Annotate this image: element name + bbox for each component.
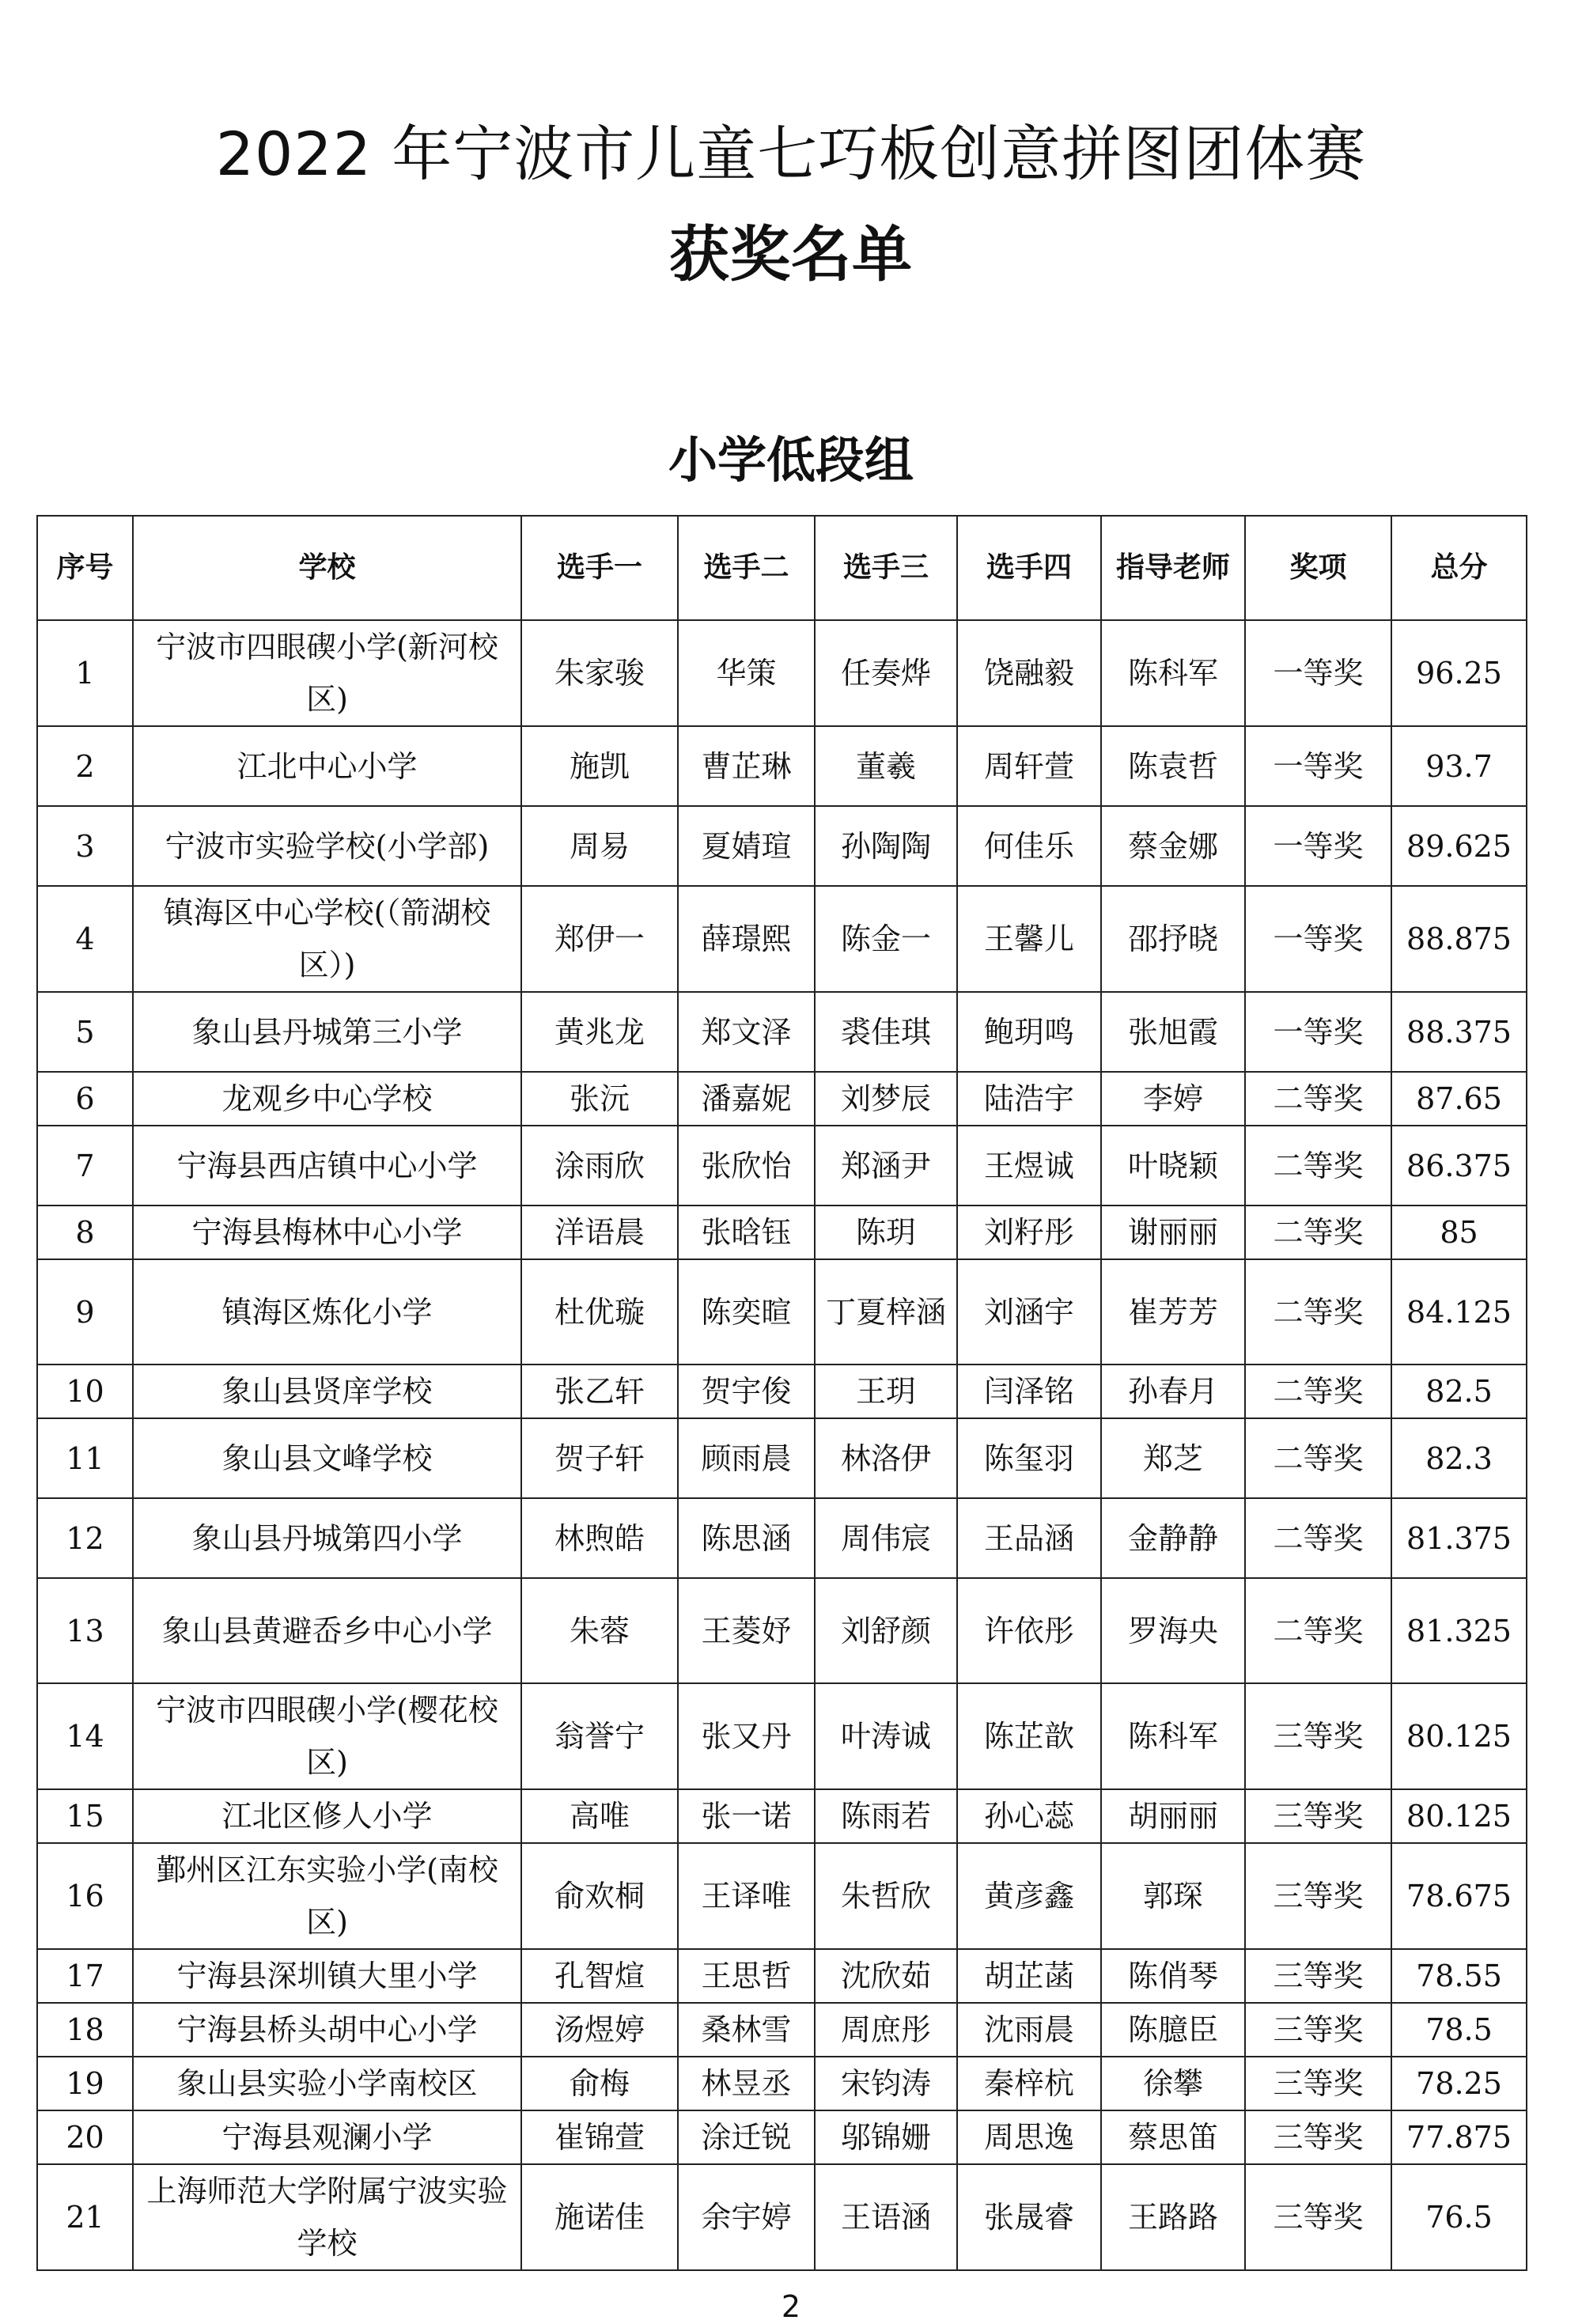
cell-score: 82.5 [1391,1364,1527,1418]
cell-player-4: 何佳乐 [957,806,1101,886]
cell-school: 象山县实验小学南校区 [133,2057,521,2110]
cell-player-3: 陈雨若 [815,1789,957,1843]
cell-player-1: 孔智煊 [521,1949,678,2003]
table-row [37,2110,1527,2164]
cell-player-2: 张晗钰 [678,1206,815,1259]
awards-table [36,515,1527,2271]
cell-player-4: 闫泽铭 [957,1364,1101,1418]
cell-teacher: 叶晓颖 [1101,1126,1245,1206]
cell-player-4: 黄彦鑫 [957,1843,1101,1949]
cell-index: 14 [37,1683,133,1789]
cell-player-1: 施诺佳 [521,2164,678,2270]
cell-player-3: 叶涛诚 [815,1683,957,1789]
cell-player-4: 许依彤 [957,1578,1101,1683]
table-row [37,2057,1527,2110]
cell-index: 15 [37,1789,133,1843]
cell-school: 象山县文峰学校 [133,1418,521,1498]
cell-index: 3 [37,806,133,886]
table-row [37,886,1527,992]
cell-school: 镇海区炼化小学 [133,1259,521,1364]
cell-score: 78.675 [1391,1843,1527,1949]
cell-player-1: 周易 [521,806,678,886]
cell-player-2: 潘嘉妮 [678,1072,815,1126]
cell-teacher: 罗海央 [1101,1578,1245,1683]
cell-player-4: 胡芷菡 [957,1949,1101,2003]
cell-award: 二等奖 [1245,1364,1391,1418]
cell-player-3: 裘佳琪 [815,992,957,1072]
cell-player-3: 孙陶陶 [815,806,957,886]
table-row [37,1843,1527,1949]
cell-player-3: 陈玥 [815,1206,957,1259]
table-row [37,992,1527,1072]
cell-player-1: 贺子轩 [521,1418,678,1498]
cell-score: 86.375 [1391,1126,1527,1206]
table-row [37,1578,1527,1683]
cell-index: 7 [37,1126,133,1206]
cell-index: 19 [37,2057,133,2110]
cell-player-3: 陈金一 [815,886,957,992]
cell-player-1: 俞梅 [521,2057,678,2110]
cell-player-2: 华策 [678,620,815,726]
cell-player-2: 贺宇俊 [678,1364,815,1418]
cell-award: 二等奖 [1245,1578,1391,1683]
cell-player-1: 林煦皓 [521,1498,678,1578]
cell-index: 5 [37,992,133,1072]
cell-school: 象山县丹城第四小学 [133,1498,521,1578]
cell-score: 85 [1391,1206,1527,1259]
cell-teacher: 郑芝 [1101,1418,1245,1498]
cell-school: 象山县贤庠学校 [133,1364,521,1418]
cell-school: 江北中心小学 [133,726,521,806]
cell-award: 三等奖 [1245,2110,1391,2164]
cell-player-3: 周庶彤 [815,2003,957,2057]
cell-score: 81.325 [1391,1578,1527,1683]
cell-teacher: 李婷 [1101,1072,1245,1126]
cell-player-4: 王品涵 [957,1498,1101,1578]
cell-teacher: 徐攀 [1101,2057,1245,2110]
cell-player-1: 崔锦萱 [521,2110,678,2164]
cell-player-3: 林洛伊 [815,1418,957,1498]
cell-player-3: 丁夏梓涵 [815,1259,957,1364]
cell-teacher: 王路路 [1101,2164,1245,2270]
cell-index: 20 [37,2110,133,2164]
cell-player-1: 杜优璇 [521,1259,678,1364]
cell-player-1: 朱家骏 [521,620,678,726]
header-cell: 选手三 [815,516,957,620]
table-body [37,620,1527,2270]
cell-teacher: 谢丽丽 [1101,1206,1245,1259]
cell-index: 11 [37,1418,133,1498]
cell-teacher: 邵抒晓 [1101,886,1245,992]
table-row [37,1364,1527,1418]
header-cell: 序号 [37,516,133,620]
cell-player-2: 夏婧瑄 [678,806,815,886]
cell-score: 81.375 [1391,1498,1527,1578]
cell-award: 三等奖 [1245,1683,1391,1789]
cell-teacher: 陈臆臣 [1101,2003,1245,2057]
cell-player-2: 王菱妤 [678,1578,815,1683]
cell-player-3: 董羲 [815,726,957,806]
cell-school: 龙观乡中心学校 [133,1072,521,1126]
cell-player-2: 余宇婷 [678,2164,815,2270]
table-row [37,1418,1527,1498]
cell-school: 宁波市四眼碶小学(樱花校区) [133,1683,521,1789]
header-cell: 选手二 [678,516,815,620]
cell-school: 镇海区中心学校(（箭湖校区）) [133,886,521,992]
cell-school: 宁海县梅林中心小学 [133,1206,521,1259]
cell-player-3: 邬锦姗 [815,2110,957,2164]
cell-player-3: 周伟宸 [815,1498,957,1578]
cell-teacher: 郭琛 [1101,1843,1245,1949]
cell-player-3: 宋钧涛 [815,2057,957,2110]
table-row [37,1949,1527,2003]
cell-teacher: 胡丽丽 [1101,1789,1245,1843]
document-title: 2022 年宁波市儿童七巧板创意拼图团体赛 [215,119,1367,189]
cell-index: 13 [37,1578,133,1683]
cell-index: 4 [37,886,133,992]
cell-player-3: 刘梦辰 [815,1072,957,1126]
cell-player-4: 刘籽彤 [957,1206,1101,1259]
table-row [37,726,1527,806]
cell-index: 10 [37,1364,133,1418]
cell-award: 三等奖 [1245,1843,1391,1949]
cell-teacher: 崔芳芳 [1101,1259,1245,1364]
cell-index: 12 [37,1498,133,1578]
table-row [37,806,1527,886]
cell-score: 78.5 [1391,2003,1527,2057]
cell-score: 77.875 [1391,2110,1527,2164]
cell-player-3: 刘舒颜 [815,1578,957,1683]
cell-school: 宁海县西店镇中心小学 [133,1126,521,1206]
cell-player-2: 张欣怡 [678,1126,815,1206]
cell-player-1: 高唯 [521,1789,678,1843]
cell-player-4: 王馨儿 [957,886,1101,992]
cell-award: 二等奖 [1245,1072,1391,1126]
cell-score: 80.125 [1391,1789,1527,1843]
cell-index: 2 [37,726,133,806]
cell-player-1: 郑伊一 [521,886,678,992]
table-row [37,1498,1527,1578]
table-row [37,1683,1527,1789]
cell-player-3: 郑涵尹 [815,1126,957,1206]
cell-player-4: 秦梓杭 [957,2057,1101,2110]
cell-player-2: 陈思涵 [678,1498,815,1578]
cell-teacher: 蔡思笛 [1101,2110,1245,2164]
cell-player-1: 俞欢桐 [521,1843,678,1949]
cell-player-2: 桑林雪 [678,2003,815,2057]
header-cell: 学校 [133,516,521,620]
cell-award: 二等奖 [1245,1126,1391,1206]
cell-player-4: 周思逸 [957,2110,1101,2164]
cell-school: 宁海县深圳镇大里小学 [133,1949,521,2003]
cell-award: 三等奖 [1245,1949,1391,2003]
cell-player-4: 饶融毅 [957,620,1101,726]
cell-teacher: 孙春月 [1101,1364,1245,1418]
cell-player-4: 陆浩宇 [957,1072,1101,1126]
cell-award: 三等奖 [1245,2057,1391,2110]
header-cell: 选手四 [957,516,1101,620]
cell-school: 象山县丹城第三小学 [133,992,521,1072]
cell-teacher: 蔡金娜 [1101,806,1245,886]
cell-player-3: 任奏烨 [815,620,957,726]
header-cell: 总分 [1391,516,1527,620]
cell-award: 一等奖 [1245,620,1391,726]
cell-player-1: 黄兆龙 [521,992,678,1072]
cell-player-2: 王译唯 [678,1843,815,1949]
cell-player-2: 陈奕暄 [678,1259,815,1364]
cell-player-3: 王语涵 [815,2164,957,2270]
cell-index: 9 [37,1259,133,1364]
table-row [37,1259,1527,1364]
cell-school: 鄞州区江东实验小学(南校区) [133,1843,521,1949]
cell-player-3: 沈欣茹 [815,1949,957,2003]
cell-player-3: 朱哲欣 [815,1843,957,1949]
table-row [37,1789,1527,1843]
header-cell: 指导老师 [1101,516,1245,620]
table-row [37,1072,1527,1126]
cell-player-1: 施凯 [521,726,678,806]
cell-player-2: 涂迁锐 [678,2110,815,2164]
cell-player-4: 陈芷歆 [957,1683,1101,1789]
cell-school: 江北区修人小学 [133,1789,521,1843]
table-row [37,2003,1527,2057]
cell-player-4: 张晟睿 [957,2164,1101,2270]
table-row [37,2164,1527,2270]
cell-school: 宁海县桥头胡中心小学 [133,2003,521,2057]
cell-score: 82.3 [1391,1418,1527,1498]
cell-score: 80.125 [1391,1683,1527,1789]
document-subtitle: 获奖名单 [669,219,913,290]
cell-player-4: 沈雨晨 [957,2003,1101,2057]
cell-player-4: 周轩萱 [957,726,1101,806]
cell-player-1: 张沅 [521,1072,678,1126]
cell-player-2: 曹芷琳 [678,726,815,806]
cell-award: 一等奖 [1245,992,1391,1072]
cell-score: 87.65 [1391,1072,1527,1126]
cell-player-1: 张乙轩 [521,1364,678,1418]
cell-index: 17 [37,1949,133,2003]
cell-player-3: 王玥 [815,1364,957,1418]
cell-teacher: 张旭霞 [1101,992,1245,1072]
cell-teacher: 金静静 [1101,1498,1245,1578]
cell-index: 6 [37,1072,133,1126]
cell-award: 三等奖 [1245,2003,1391,2057]
cell-score: 78.55 [1391,1949,1527,2003]
cell-award: 三等奖 [1245,1789,1391,1843]
cell-award: 一等奖 [1245,726,1391,806]
cell-school: 宁波市四眼碶小学(新河校区) [133,620,521,726]
cell-index: 21 [37,2164,133,2270]
cell-teacher: 陈科军 [1101,620,1245,726]
cell-school: 宁波市实验学校(小学部) [133,806,521,886]
cell-index: 1 [37,620,133,726]
cell-school: 宁海县观澜小学 [133,2110,521,2164]
cell-score: 96.25 [1391,620,1527,726]
section-title: 小学低段组 [668,431,914,489]
cell-player-2: 张一诺 [678,1789,815,1843]
cell-score: 88.375 [1391,992,1527,1072]
table-header-row [37,516,1527,620]
cell-player-4: 鲍玥鸣 [957,992,1101,1072]
cell-player-4: 陈玺羽 [957,1418,1101,1498]
header-cell: 选手一 [521,516,678,620]
cell-player-2: 郑文泽 [678,992,815,1072]
cell-award: 一等奖 [1245,806,1391,886]
cell-player-4: 王煜诚 [957,1126,1101,1206]
cell-player-4: 刘涵宇 [957,1259,1101,1364]
cell-score: 76.5 [1391,2164,1527,2270]
table-row [37,620,1527,726]
cell-score: 89.625 [1391,806,1527,886]
cell-school: 象山县黄避岙乡中心小学 [133,1578,521,1683]
cell-player-1: 汤煜婷 [521,2003,678,2057]
cell-teacher: 陈俏琴 [1101,1949,1245,2003]
cell-player-1: 朱蓉 [521,1578,678,1683]
cell-award: 二等奖 [1245,1418,1391,1498]
cell-index: 16 [37,1843,133,1949]
cell-player-1: 涂雨欣 [521,1126,678,1206]
cell-player-2: 林昱丞 [678,2057,815,2110]
cell-score: 78.25 [1391,2057,1527,2110]
cell-score: 84.125 [1391,1259,1527,1364]
cell-player-2: 顾雨晨 [678,1418,815,1498]
cell-award: 二等奖 [1245,1206,1391,1259]
table-row [37,1126,1527,1206]
header-cell: 奖项 [1245,516,1391,620]
cell-player-2: 薛璟熙 [678,886,815,992]
cell-player-1: 翁誉宁 [521,1683,678,1789]
cell-score: 88.875 [1391,886,1527,992]
page-number: 2 [781,2289,801,2324]
cell-teacher: 陈科军 [1101,1683,1245,1789]
cell-player-4: 孙心蕊 [957,1789,1101,1843]
cell-player-2: 张又丹 [678,1683,815,1789]
table-row [37,1206,1527,1259]
cell-index: 8 [37,1206,133,1259]
cell-school: 上海师范大学附属宁波实验学校 [133,2164,521,2270]
cell-player-2: 王思哲 [678,1949,815,2003]
cell-award: 二等奖 [1245,1259,1391,1364]
cell-score: 93.7 [1391,726,1527,806]
cell-award: 三等奖 [1245,2164,1391,2270]
cell-teacher: 陈袁哲 [1101,726,1245,806]
cell-award: 二等奖 [1245,1498,1391,1578]
cell-index: 18 [37,2003,133,2057]
cell-award: 一等奖 [1245,886,1391,992]
cell-player-1: 洋语晨 [521,1206,678,1259]
